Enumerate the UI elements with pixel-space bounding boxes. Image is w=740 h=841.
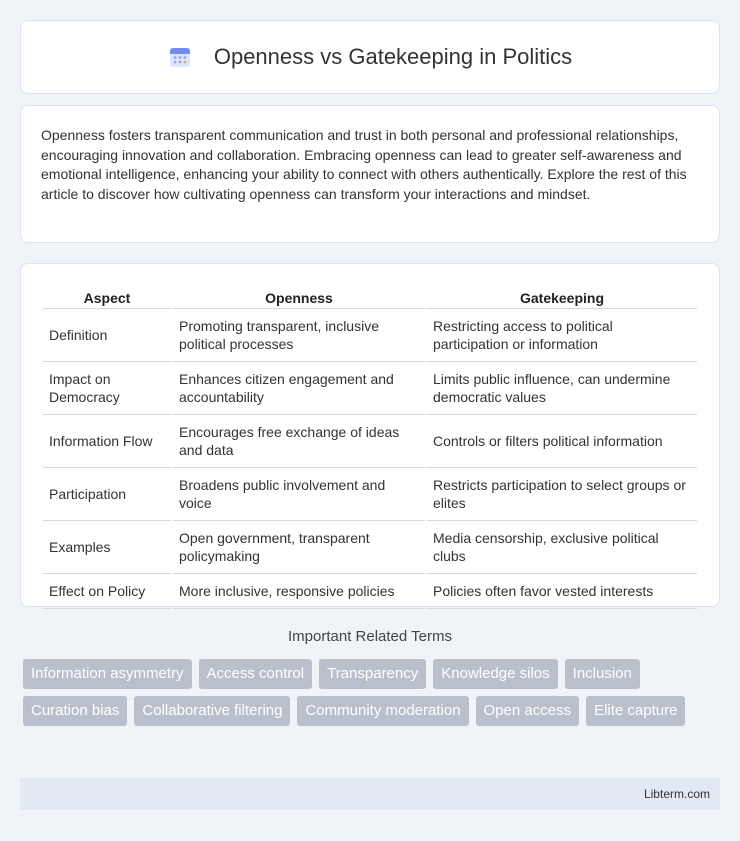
calendar-icon: [168, 45, 192, 69]
table-cell: Examples: [43, 521, 171, 574]
table-row: [43, 468, 697, 521]
table-cell: Participation: [43, 468, 171, 521]
table-row: [43, 309, 697, 362]
page-title: Openness vs Gatekeeping in Politics: [213, 44, 573, 69]
tag-community-moderation[interactable]: Community moderation: [297, 696, 468, 726]
table-cell: Impact on Democracy: [43, 362, 171, 415]
tag-elite-capture[interactable]: Elite capture: [586, 696, 685, 726]
intro-text: Openness fosters transparent communication and trust in both personal and professional relationships, encouraging innovation and collaboration. Embracing openness can lead to greater self-awareness and emotional intelligence, enhancing your ability to connect with others authentically. Explore the rest of this article to discover how cultivating openness can transform your interactions and mindset.: [41, 127, 687, 202]
header-card: [20, 20, 720, 94]
table-cell: Effect on Policy: [43, 574, 171, 609]
table-cell: Promoting transparent, inclusive political processes: [173, 309, 425, 362]
table-cell: Controls or filters political information: [427, 415, 697, 468]
related-terms-tags: [23, 659, 723, 726]
table-row: [43, 521, 697, 574]
comparison-table-card: [20, 263, 720, 607]
table-cell: Media censorship, exclusive political clubs: [427, 521, 697, 574]
tag-knowledge-silos[interactable]: Knowledge silos: [433, 659, 557, 689]
table-row: [43, 415, 697, 468]
header-aspect: Aspect: [43, 284, 171, 309]
tag-collaborative-filtering[interactable]: Collaborative filtering: [134, 696, 290, 726]
header-gatekeeping: Gatekeeping: [427, 284, 697, 309]
footer: [20, 778, 720, 810]
tag-inclusion[interactable]: Inclusion: [565, 659, 640, 689]
tag-curation-bias[interactable]: Curation bias: [23, 696, 127, 726]
comparison-table: [41, 284, 699, 609]
tag-transparency[interactable]: Transparency: [319, 659, 426, 689]
table-header-row: [43, 284, 697, 309]
table-cell: Information Flow: [43, 415, 171, 468]
related-terms-title: Important Related Terms: [288, 628, 452, 645]
table-cell: Restricts participation to select groups or elites: [427, 468, 697, 521]
table-cell: Broadens public involvement and voice: [173, 468, 425, 521]
tag-information-asymmetry[interactable]: Information asymmetry: [23, 659, 192, 689]
tag-access-control[interactable]: Access control: [199, 659, 313, 689]
header-openness: Openness: [173, 284, 425, 309]
table-cell: Encourages free exchange of ideas and data: [173, 415, 425, 468]
table-cell: Open government, transparent policymaking: [173, 521, 425, 574]
table-cell: More inclusive, responsive policies: [173, 574, 425, 609]
table-cell: Definition: [43, 309, 171, 362]
table-row: [43, 574, 697, 609]
footer-site-link[interactable]: Libterm.com: [643, 787, 710, 801]
table-cell: Limits public influence, can undermine democratic values: [427, 362, 697, 415]
tag-open-access[interactable]: Open access: [476, 696, 580, 726]
table-cell: Enhances citizen engagement and accountability: [173, 362, 425, 415]
intro-card: [20, 105, 720, 243]
table-row: [43, 362, 697, 415]
table-cell: Restricting access to political participation or information: [427, 309, 697, 362]
table-cell: Policies often favor vested interests: [427, 574, 697, 609]
